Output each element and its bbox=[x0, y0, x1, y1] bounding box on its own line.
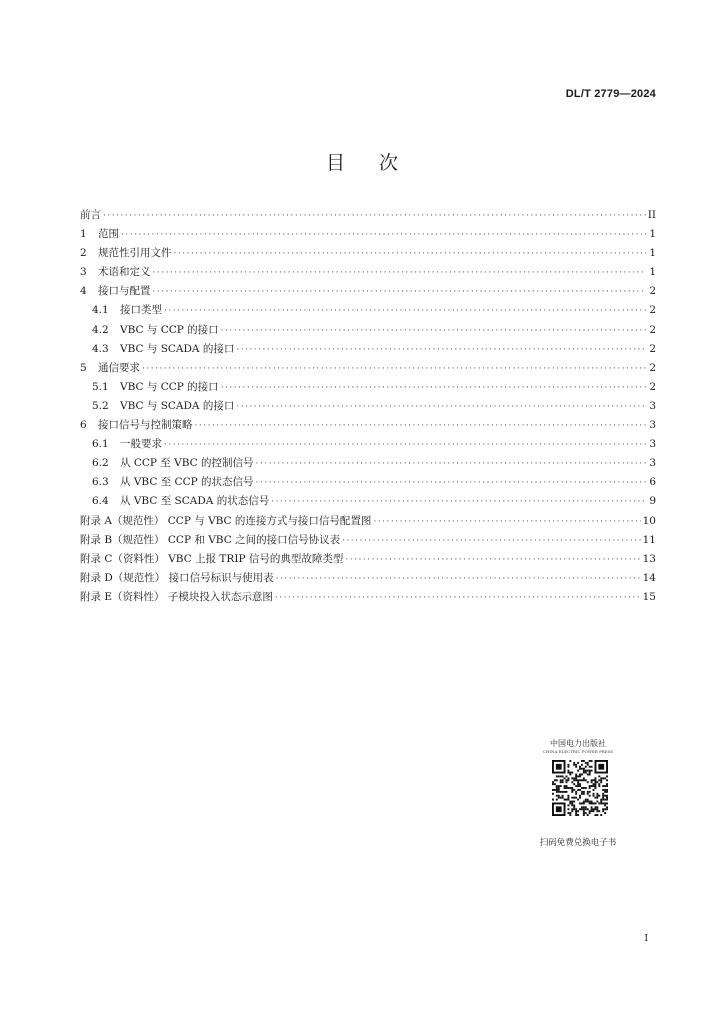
toc-entry-page: 2 bbox=[649, 323, 656, 336]
toc-entry-page: 1 bbox=[649, 266, 656, 279]
toc-entry-page: 2 bbox=[649, 342, 656, 355]
toc-entry-title: 从 VBC 至 SCADA 的状态信号 bbox=[120, 495, 270, 508]
toc-entry[interactable] bbox=[80, 206, 656, 225]
toc-entry-number: 2 bbox=[80, 247, 87, 260]
toc-leader-dots bbox=[256, 455, 646, 474]
page-title: 目次 bbox=[325, 152, 432, 174]
toc-entry-page: 3 bbox=[649, 419, 656, 432]
toc-entry-page: 2 bbox=[649, 285, 656, 298]
toc-entry-title: 附录 C（资料性） VBC 上报 TRIP 信号的典型故障类型 bbox=[80, 552, 344, 565]
toc-leader-dots bbox=[195, 417, 647, 436]
toc-entry-title: 通信要求 bbox=[98, 361, 140, 374]
standard-code: DL/T 2779—2024 bbox=[565, 88, 656, 100]
toc-entry[interactable] bbox=[80, 301, 656, 320]
toc-entry[interactable] bbox=[80, 282, 656, 301]
toc-entry-number: 6.3 bbox=[92, 476, 109, 489]
toc-leader-dots bbox=[236, 341, 646, 360]
toc-entry-number: 5.1 bbox=[92, 380, 109, 393]
qr-code-icon[interactable] bbox=[552, 760, 608, 816]
toc-entry-page: 13 bbox=[642, 552, 656, 565]
toc-entry-title: 附录 A（规范性） CCP 与 VBC 的连接方式与接口信号配置图 bbox=[80, 514, 372, 527]
qr-code-block bbox=[522, 738, 634, 856]
toc-leader-dots bbox=[342, 532, 641, 551]
toc-leader-dots bbox=[121, 226, 646, 245]
toc-entry-page: 6 bbox=[649, 476, 656, 489]
toc-entry-number: 4.3 bbox=[92, 342, 109, 355]
toc-entry-page: 3 bbox=[649, 399, 656, 412]
toc-entry-page: 9 bbox=[649, 495, 656, 508]
toc-entry-number: 6.1 bbox=[92, 438, 109, 451]
toc-entry-title: 从 CCP 至 VBC 的控制信号 bbox=[120, 457, 254, 470]
toc-entry[interactable] bbox=[80, 531, 656, 550]
toc-entry-page: 15 bbox=[642, 590, 656, 603]
toc-entry-page: 2 bbox=[649, 380, 656, 393]
toc-leader-dots bbox=[174, 245, 647, 264]
toc-leader-dots bbox=[153, 264, 647, 283]
toc-leader-dots bbox=[373, 513, 640, 532]
toc-leader-dots bbox=[256, 474, 646, 493]
toc-entry[interactable] bbox=[80, 435, 656, 454]
toc-leader-dots bbox=[345, 551, 640, 570]
toc-leader-dots bbox=[271, 493, 646, 512]
toc-leader-dots bbox=[221, 379, 646, 398]
toc-entry-title: 附录 D（规范性） 接口信号标识与使用表 bbox=[80, 571, 274, 584]
toc-entry-page: 10 bbox=[642, 514, 656, 527]
toc-entry-number: 4.1 bbox=[92, 304, 109, 317]
toc-entry[interactable] bbox=[80, 263, 656, 282]
toc-leader-dots bbox=[142, 360, 646, 379]
toc-leader-dots bbox=[103, 207, 646, 226]
toc-entry-number: 4.2 bbox=[92, 323, 109, 336]
toc-entry[interactable] bbox=[80, 492, 656, 511]
toc-entry[interactable] bbox=[80, 397, 656, 416]
table-of-contents bbox=[80, 206, 656, 607]
toc-entry-page: 1 bbox=[649, 228, 656, 241]
toc-entry-number: 6.2 bbox=[92, 457, 109, 470]
toc-entry-page: 1 bbox=[649, 247, 656, 260]
toc-leader-dots bbox=[164, 302, 646, 321]
toc-entry-page: 14 bbox=[642, 571, 656, 584]
toc-entry-title: 附录 E（资料性） 子模块投入状态示意图 bbox=[80, 590, 273, 603]
toc-entry-title: 附录 B（规范性） CCP 和 VBC 之间的接口信号协议表 bbox=[80, 533, 341, 546]
toc-entry-page: 2 bbox=[649, 304, 656, 317]
toc-entry[interactable] bbox=[80, 378, 656, 397]
toc-entry-title: VBC 与 CCP 的接口 bbox=[120, 380, 219, 393]
toc-entry[interactable] bbox=[80, 550, 656, 569]
toc-entry[interactable] bbox=[80, 473, 656, 492]
toc-entry-title: 术语和定义 bbox=[98, 266, 151, 279]
toc-entry-page: 3 bbox=[649, 457, 656, 470]
toc-entry-title: VBC 与 CCP 的接口 bbox=[120, 323, 219, 336]
toc-entry-title: VBC 与 SCADA 的接口 bbox=[120, 399, 235, 412]
toc-entry[interactable] bbox=[80, 244, 656, 263]
toc-entry-page: 3 bbox=[649, 438, 656, 451]
toc-entry-number: 3 bbox=[80, 266, 87, 279]
toc-entry-number: 6 bbox=[80, 419, 87, 432]
toc-entry-page: II bbox=[647, 209, 656, 221]
toc-entry[interactable] bbox=[80, 225, 656, 244]
toc-entry[interactable] bbox=[80, 321, 656, 340]
toc-entry-number: 5.2 bbox=[92, 399, 109, 412]
toc-leader-dots bbox=[275, 589, 641, 608]
page-number: I bbox=[644, 934, 648, 944]
toc-entry-title: 一般要求 bbox=[120, 438, 162, 451]
toc-entry[interactable] bbox=[80, 416, 656, 435]
publisher-logo-en: CHINA ELECTRIC POWER PRESS bbox=[542, 749, 614, 754]
toc-entry-title: 范围 bbox=[98, 228, 119, 241]
toc-entry[interactable] bbox=[80, 588, 656, 607]
toc-entry-page: 2 bbox=[649, 361, 656, 374]
toc-entry-number: 5 bbox=[80, 361, 87, 374]
toc-entry-number: 6.4 bbox=[92, 495, 109, 508]
toc-entry[interactable] bbox=[80, 340, 656, 359]
qr-caption: 扫码免费兑换电子书 bbox=[539, 838, 617, 848]
toc-entry[interactable] bbox=[80, 454, 656, 473]
publisher-logo: 中国电力出版社 bbox=[550, 739, 606, 748]
toc-entry-title: 接口类型 bbox=[120, 304, 162, 317]
toc-entry[interactable] bbox=[80, 359, 656, 378]
toc-leader-dots bbox=[276, 570, 641, 589]
toc-entry-title: 从 VBC 至 CCP 的状态信号 bbox=[120, 476, 254, 489]
toc-entry-number: 4 bbox=[80, 285, 87, 298]
toc-entry[interactable] bbox=[80, 512, 656, 531]
toc-leader-dots bbox=[164, 436, 646, 455]
toc-entry[interactable] bbox=[80, 569, 656, 588]
toc-entry-title: 接口与配置 bbox=[98, 285, 151, 298]
toc-entry-page: 11 bbox=[642, 533, 656, 546]
toc-entry-title: 前言 bbox=[80, 209, 101, 221]
toc-leader-dots bbox=[236, 398, 646, 417]
toc-entry-number: 1 bbox=[80, 228, 87, 241]
toc-leader-dots bbox=[221, 322, 646, 341]
toc-entry-title: 规范性引用文件 bbox=[98, 247, 172, 260]
toc-entry-title: VBC 与 SCADA 的接口 bbox=[120, 342, 235, 355]
toc-leader-dots bbox=[153, 283, 647, 302]
toc-entry-title: 接口信号与控制策略 bbox=[98, 419, 193, 432]
